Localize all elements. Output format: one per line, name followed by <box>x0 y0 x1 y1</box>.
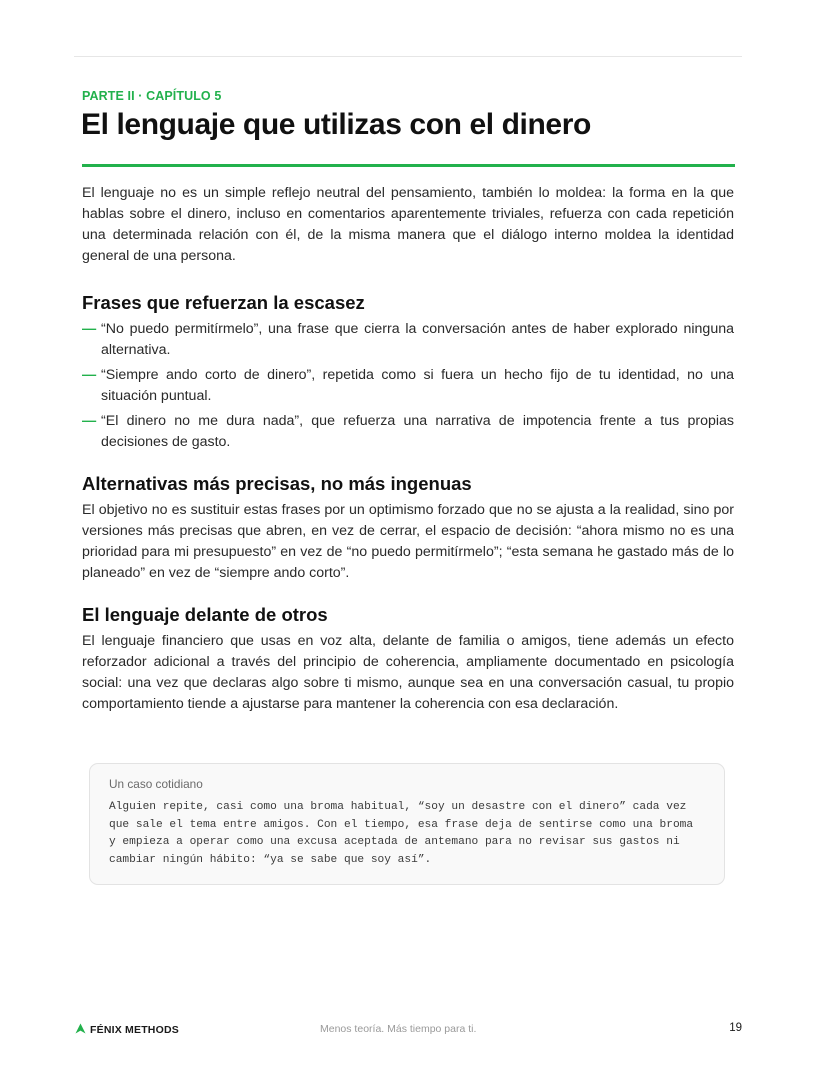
alternatives-paragraph: El objetivo no es sustituir estas frases por un optimismo forzado que no se ajusta a la realidad, sino por versiones más precisas que abren, en vez de cerrar, el espacio de decisión: “ahora mismo no es una prioridad para mi presupuesto” en vez de “no puedo permitírmelo”; “esta semana he gastado más de lo planeado” en vez de “siempre ando corto”. <box>82 502 734 581</box>
callout-body: Alguien repite, casi como una broma habitual, “soy un desastre con el dinero” cada vez que sale el tema entre amigos. Con el tiempo, esa frase deja de sentirse como una broma y empieza a operar como una excusa aceptada de antemano para no revisar sus gastos ni cambiar ningún hábito: “ya se sabe que soy así”. <box>109 801 694 866</box>
list-item <box>82 365 734 407</box>
main-content <box>82 183 734 715</box>
dash-marker: — <box>82 413 97 429</box>
section-heading-alternatives: Alternativas más precisas, no más ingenuas <box>82 473 472 494</box>
list-item-text: “Siempre ando corto de dinero”, repetida como si fuera un hecho fijo de tu identidad, no una situación puntual. <box>101 367 734 404</box>
others-paragraph: El lenguaje financiero que usas en voz alta, delante de familia o amigos, tiene además un efecto reforzador adicional a través del principio de coherencia, ampliamente documentado en psicología social: una vez que declaras algo sobre ti mismo, aunque sea en una conversación casual, tu propio comportamiento tiende a ajustarse para mantener la coherencia con esa declaración. <box>82 633 734 712</box>
dash-marker: — <box>82 321 97 337</box>
intro-paragraph: El lenguaje no es un simple reflejo neutral del pensamiento, también lo moldea: la forma en la que hablas sobre el dinero, incluso en comentarios aparentemente triviales, refuerza con cada repetición una determinada relación con él, de la misma manera que el diálogo interno moldea la identidad general de una persona. <box>82 185 734 264</box>
list-item <box>82 411 734 453</box>
dash-marker: — <box>82 367 97 383</box>
page-title: El lenguaje que utilizas con el dinero <box>81 108 591 141</box>
top-divider <box>74 56 742 57</box>
section-heading-others: El lenguaje delante de otros <box>82 604 328 625</box>
chapter-eyebrow: PARTE II · CAPÍTULO 5 <box>82 89 222 103</box>
footer-tagline: Menos teoría. Más tiempo para ti. <box>320 1023 477 1035</box>
callout-title: Un caso cotidiano <box>109 777 203 791</box>
brand-name: FÉNIX METHODS <box>90 1024 179 1036</box>
list-item-text: “El dinero no me dura nada”, que refuerza una narrativa de impotencia frente a tus propias decisiones de gasto. <box>101 413 734 450</box>
scarcity-phrases-list <box>82 319 734 453</box>
list-item-text: “No puedo permitírmelo”, una frase que cierra la conversación antes de haber explorado ninguna alternativa. <box>101 321 734 358</box>
page-number: 19 <box>729 1022 742 1034</box>
list-item <box>82 319 734 361</box>
footer-brand <box>75 1023 179 1037</box>
phoenix-logo-icon <box>75 1023 86 1037</box>
title-underline <box>82 164 735 167</box>
example-callout <box>89 763 725 885</box>
section-heading-scarcity: Frases que refuerzan la escasez <box>82 292 365 313</box>
